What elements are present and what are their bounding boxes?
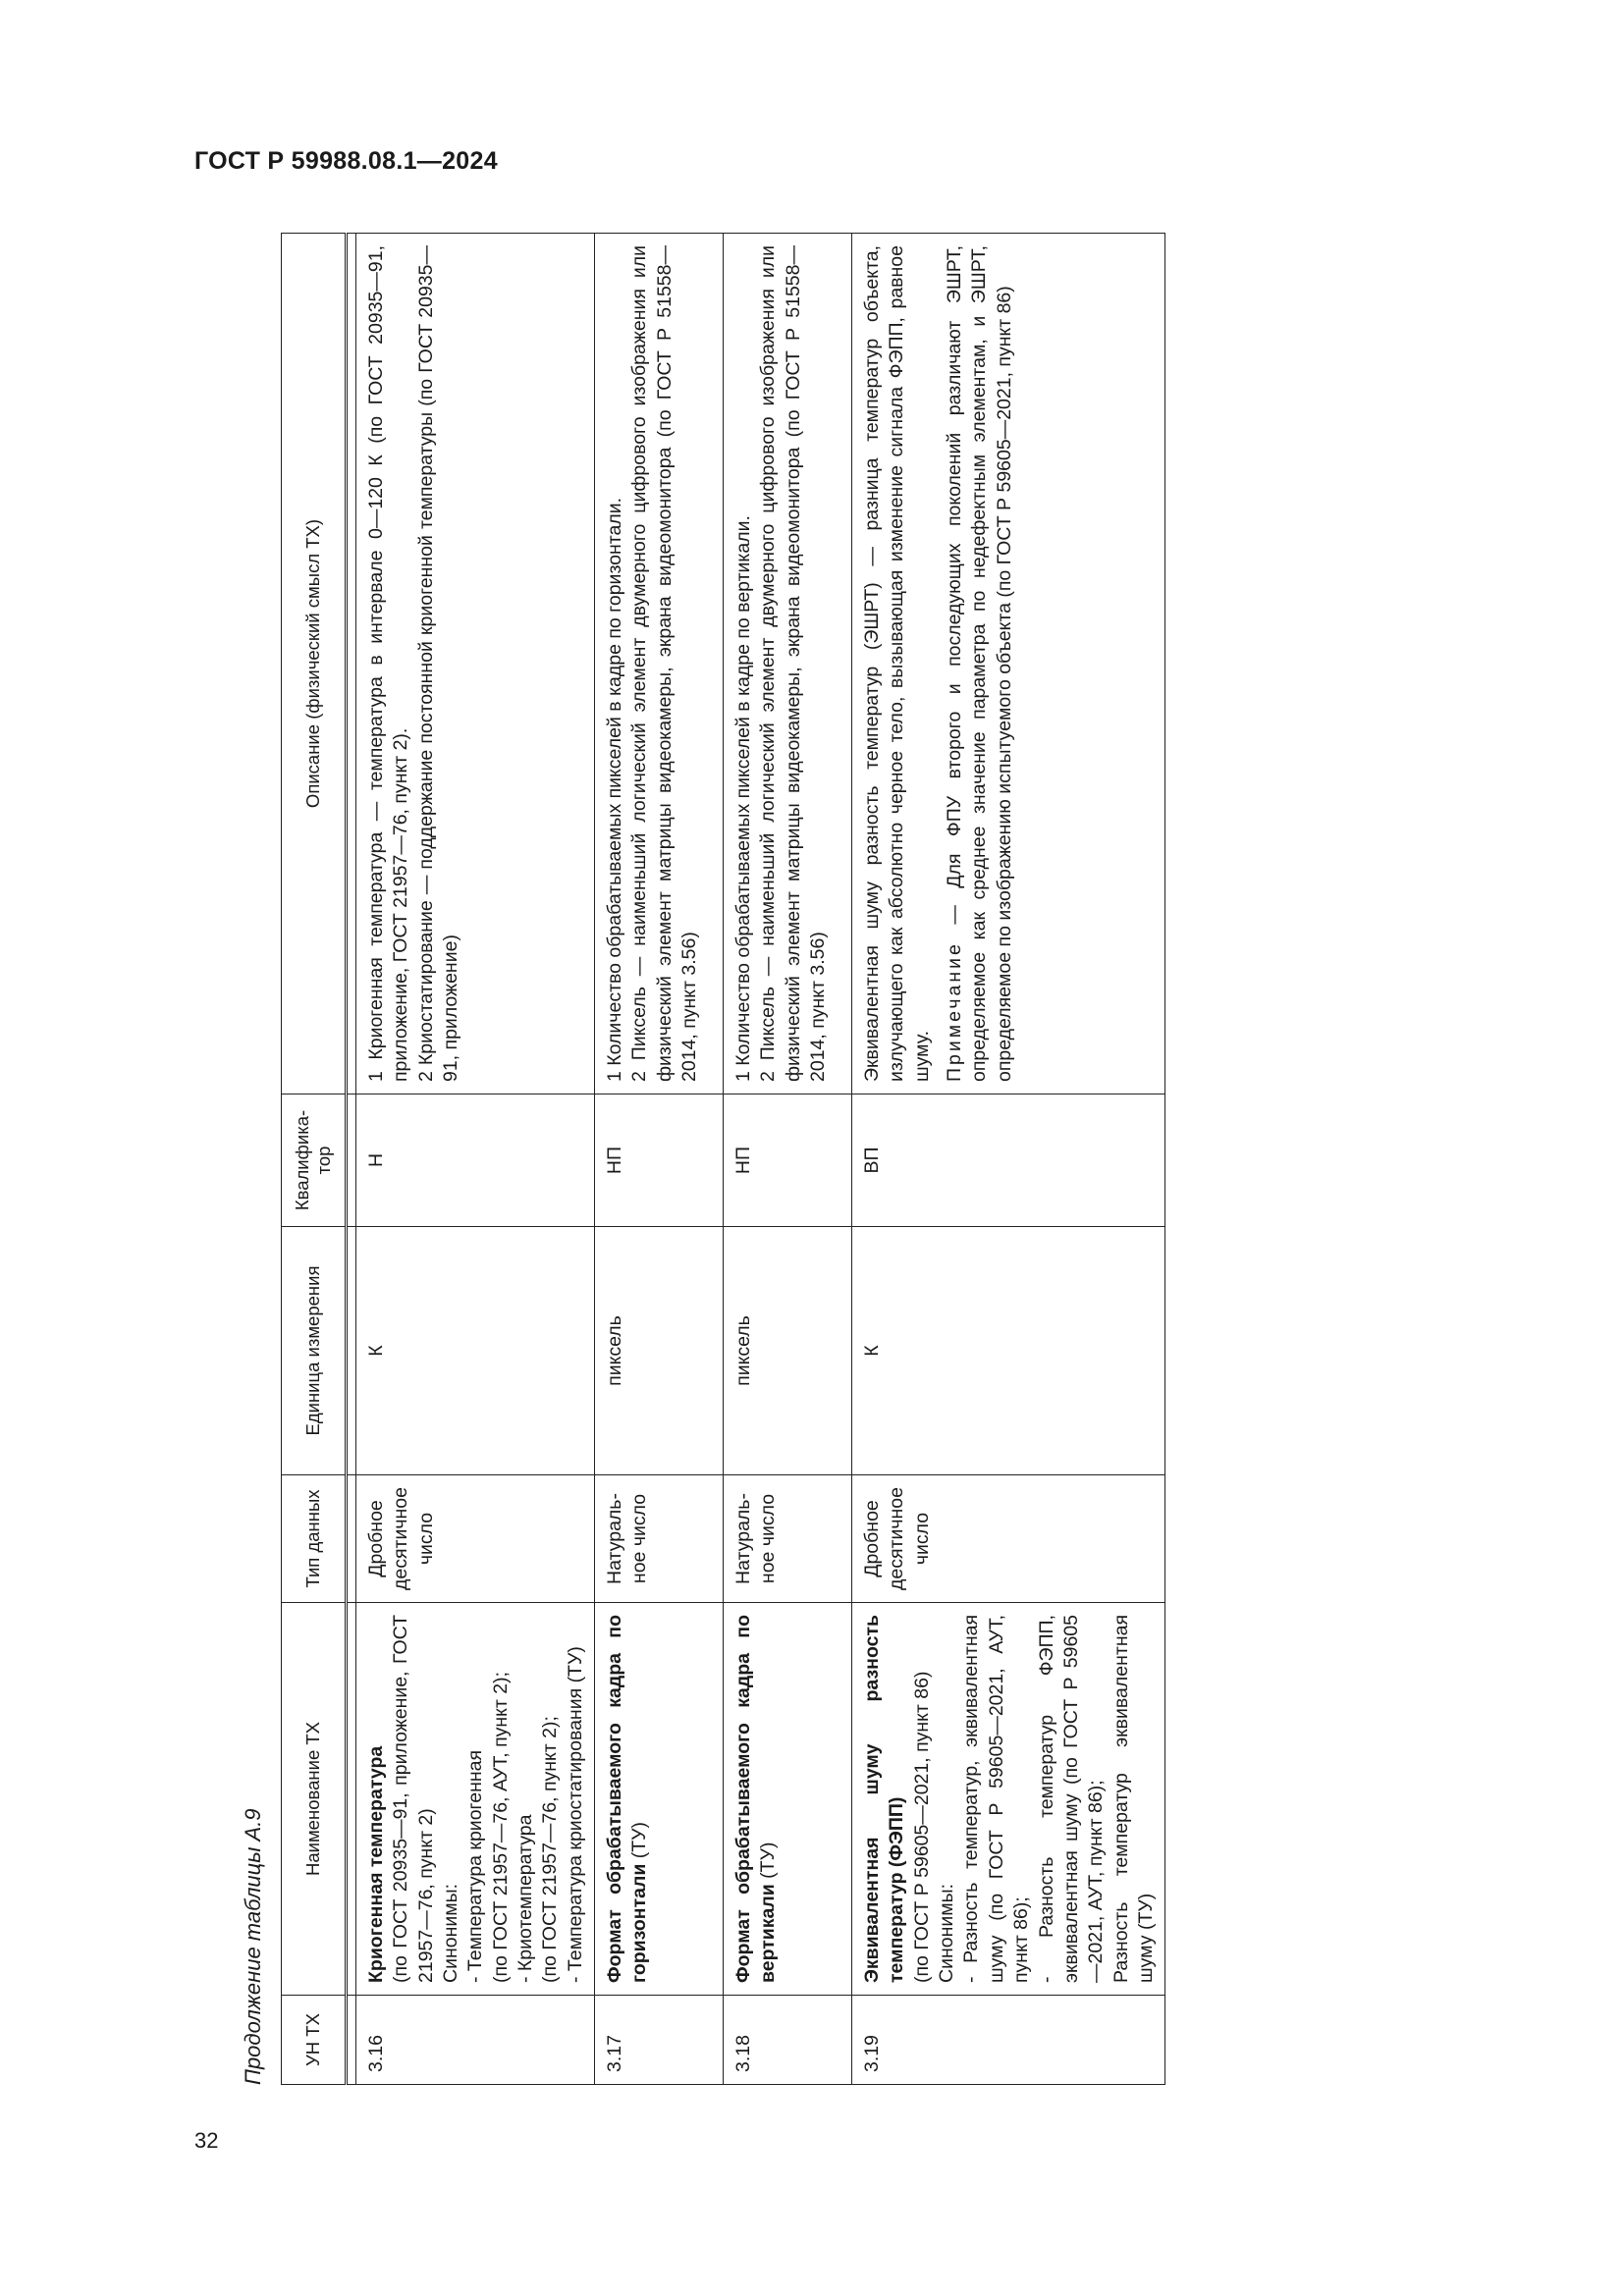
description-paragraph: Эквивалентная шуму разность температур (ЭШРТ) — разница температур объекта, излучающего как абсолютно черное тело, вызывающая изменение сигнала ФЭПП, равное шуму.: [861, 245, 933, 1082]
cell-unit: К: [852, 1227, 1165, 1475]
description-paragraph: 2 Криостатирование — поддержание постоянной криогенной температуры (по ГОСТ 20935—91, приложение): [414, 245, 462, 1082]
name-line: (по ГОСТ 21957—76, АУТ, пункт 2);: [489, 1671, 512, 1983]
header-name: Наименование ТХ: [282, 1603, 347, 1996]
name-bold: Эквивалентная шуму разность температур (ФЭПП): [861, 1615, 908, 1983]
note-label: Примечание: [944, 941, 966, 1082]
cell-name: [852, 1603, 1165, 1996]
name-line: - Температура криостатирования (ТУ): [564, 1646, 586, 1983]
table-row: [724, 234, 852, 2085]
name-line: - Разность температур, эквивалентная шуму (по ГОСТ Р 59605—2021, АУТ, пункт 86);: [960, 1615, 1033, 1983]
rotated-table-area: [226, 234, 1378, 2085]
name-line: Разность температур эквивалентная шуму (ТУ): [1110, 1615, 1157, 1983]
name-line: Синонимы:: [936, 1883, 958, 1983]
characteristics-table: [281, 233, 1165, 2085]
cell-qualifier: НП: [595, 1095, 724, 1227]
name-suffix: (ТУ): [628, 1821, 651, 1864]
cell-qualifier: ВП: [852, 1095, 1165, 1227]
name-bold: Формат обрабатываемого кадра по горизонтали: [604, 1615, 651, 1983]
name-line: - Разность температур ФЭПП, эквивалентная шуму (по ГОСТ Р 59605—2021, АУТ, пункт 86);: [1035, 1615, 1108, 1983]
cell-code: 3.17: [595, 1996, 724, 2085]
description-paragraph: 2 Пиксель — наименьший логический элемент двумерного цифрового изображения или физический элемент матрицы видеокамеры, экрана видеомонитора (по ГОСТ Р 51558—2014, пункт 3.56): [628, 245, 701, 1082]
document-header: ГОСТ Р 59988.08.1—2024: [194, 147, 498, 175]
cell-code: 3.16: [356, 1996, 595, 2085]
header-separator: [347, 234, 356, 2085]
description-paragraph: 1 Количество обрабатываемых пикселей в кадре по горизонтали.: [604, 497, 626, 1082]
cell-unit: К: [356, 1227, 595, 1475]
header-code: УН ТХ: [282, 1996, 347, 2085]
cell-data-type: Дробное десятичное число: [356, 1475, 595, 1603]
name-line: Синонимы:: [440, 1883, 462, 1983]
cell-data-type: Натураль-ное число: [595, 1475, 724, 1603]
description-paragraph: 1 Криогенная температура — температура в интервале 0—120 К (по ГОСТ 20935—91, приложение, ГОСТ 21957—76, пункт 2).: [365, 245, 412, 1082]
name-line: (по ГОСТ 20935—91, приложение, ГОСТ 21957—76, пункт 2): [390, 1615, 437, 1983]
header-description: Описание (физический смысл ТХ): [282, 234, 347, 1095]
table-row: [356, 234, 595, 2085]
description-paragraph: 2 Пиксель — наименьший логический элемент двумерного цифрового изображения или физический элемент матрицы видеокамеры, экрана видеомонитора (по ГОСТ Р 51558—2014, пункт 3.56): [757, 245, 830, 1082]
name-suffix: (ТУ): [757, 1842, 780, 1885]
cell-description: [852, 234, 1165, 1095]
name-bold: Формат обрабатываемого кадра по вертикали: [732, 1615, 780, 1983]
cell-code: 3.19: [852, 1996, 1165, 2085]
cell-description: [356, 234, 595, 1095]
cell-unit: пиксель: [724, 1227, 852, 1475]
description-paragraph: 1 Количество обрабатываемых пикселей в кадре по вертикали.: [732, 515, 755, 1082]
table-row: [595, 234, 724, 2085]
cell-qualifier: НП: [724, 1095, 852, 1227]
cell-description: [595, 234, 724, 1095]
cell-code: 3.18: [724, 1996, 852, 2085]
name-line: (по ГОСТ 21957—76, пункт 2);: [539, 1716, 562, 1983]
name-line: (по ГОСТ Р 59605—2021, пункт 86): [910, 1671, 933, 1983]
cell-data-type: Дробное десятичное число: [852, 1475, 1165, 1603]
table-caption: Продолжение таблицы А.9: [241, 1808, 265, 2085]
header-data-type: Тип данных: [282, 1475, 347, 1603]
page-number: 32: [194, 2128, 219, 2153]
cell-name: [356, 1603, 595, 1996]
note-text: — Для ФПУ второго и последующих поколений различают ЭШРТ, определяемое как среднее значение параметра по недефектным элементам, и ЭШРТ, определяемое по изображению испытуемого объекта (по ГОСТ Р 59605—2021, пункт 86): [944, 245, 1015, 1082]
table-header-row: [282, 234, 347, 2085]
cell-unit: пиксель: [595, 1227, 724, 1475]
cell-name: [724, 1603, 852, 1996]
table-row: [852, 234, 1165, 2085]
cell-name: [595, 1603, 724, 1996]
name-bold: Криогенная температура: [365, 1745, 387, 1983]
header-unit: Единица измерения: [282, 1227, 347, 1475]
name-line: - Температура криогенная: [464, 1749, 487, 1983]
cell-description: [724, 234, 852, 1095]
cell-qualifier: Н: [356, 1095, 595, 1227]
name-line: - Криотемпература: [514, 1814, 537, 1983]
note: [943, 245, 1017, 1082]
cell-data-type: Натураль-ное число: [724, 1475, 852, 1603]
header-qualifier: Квалифика-тор: [282, 1095, 347, 1227]
